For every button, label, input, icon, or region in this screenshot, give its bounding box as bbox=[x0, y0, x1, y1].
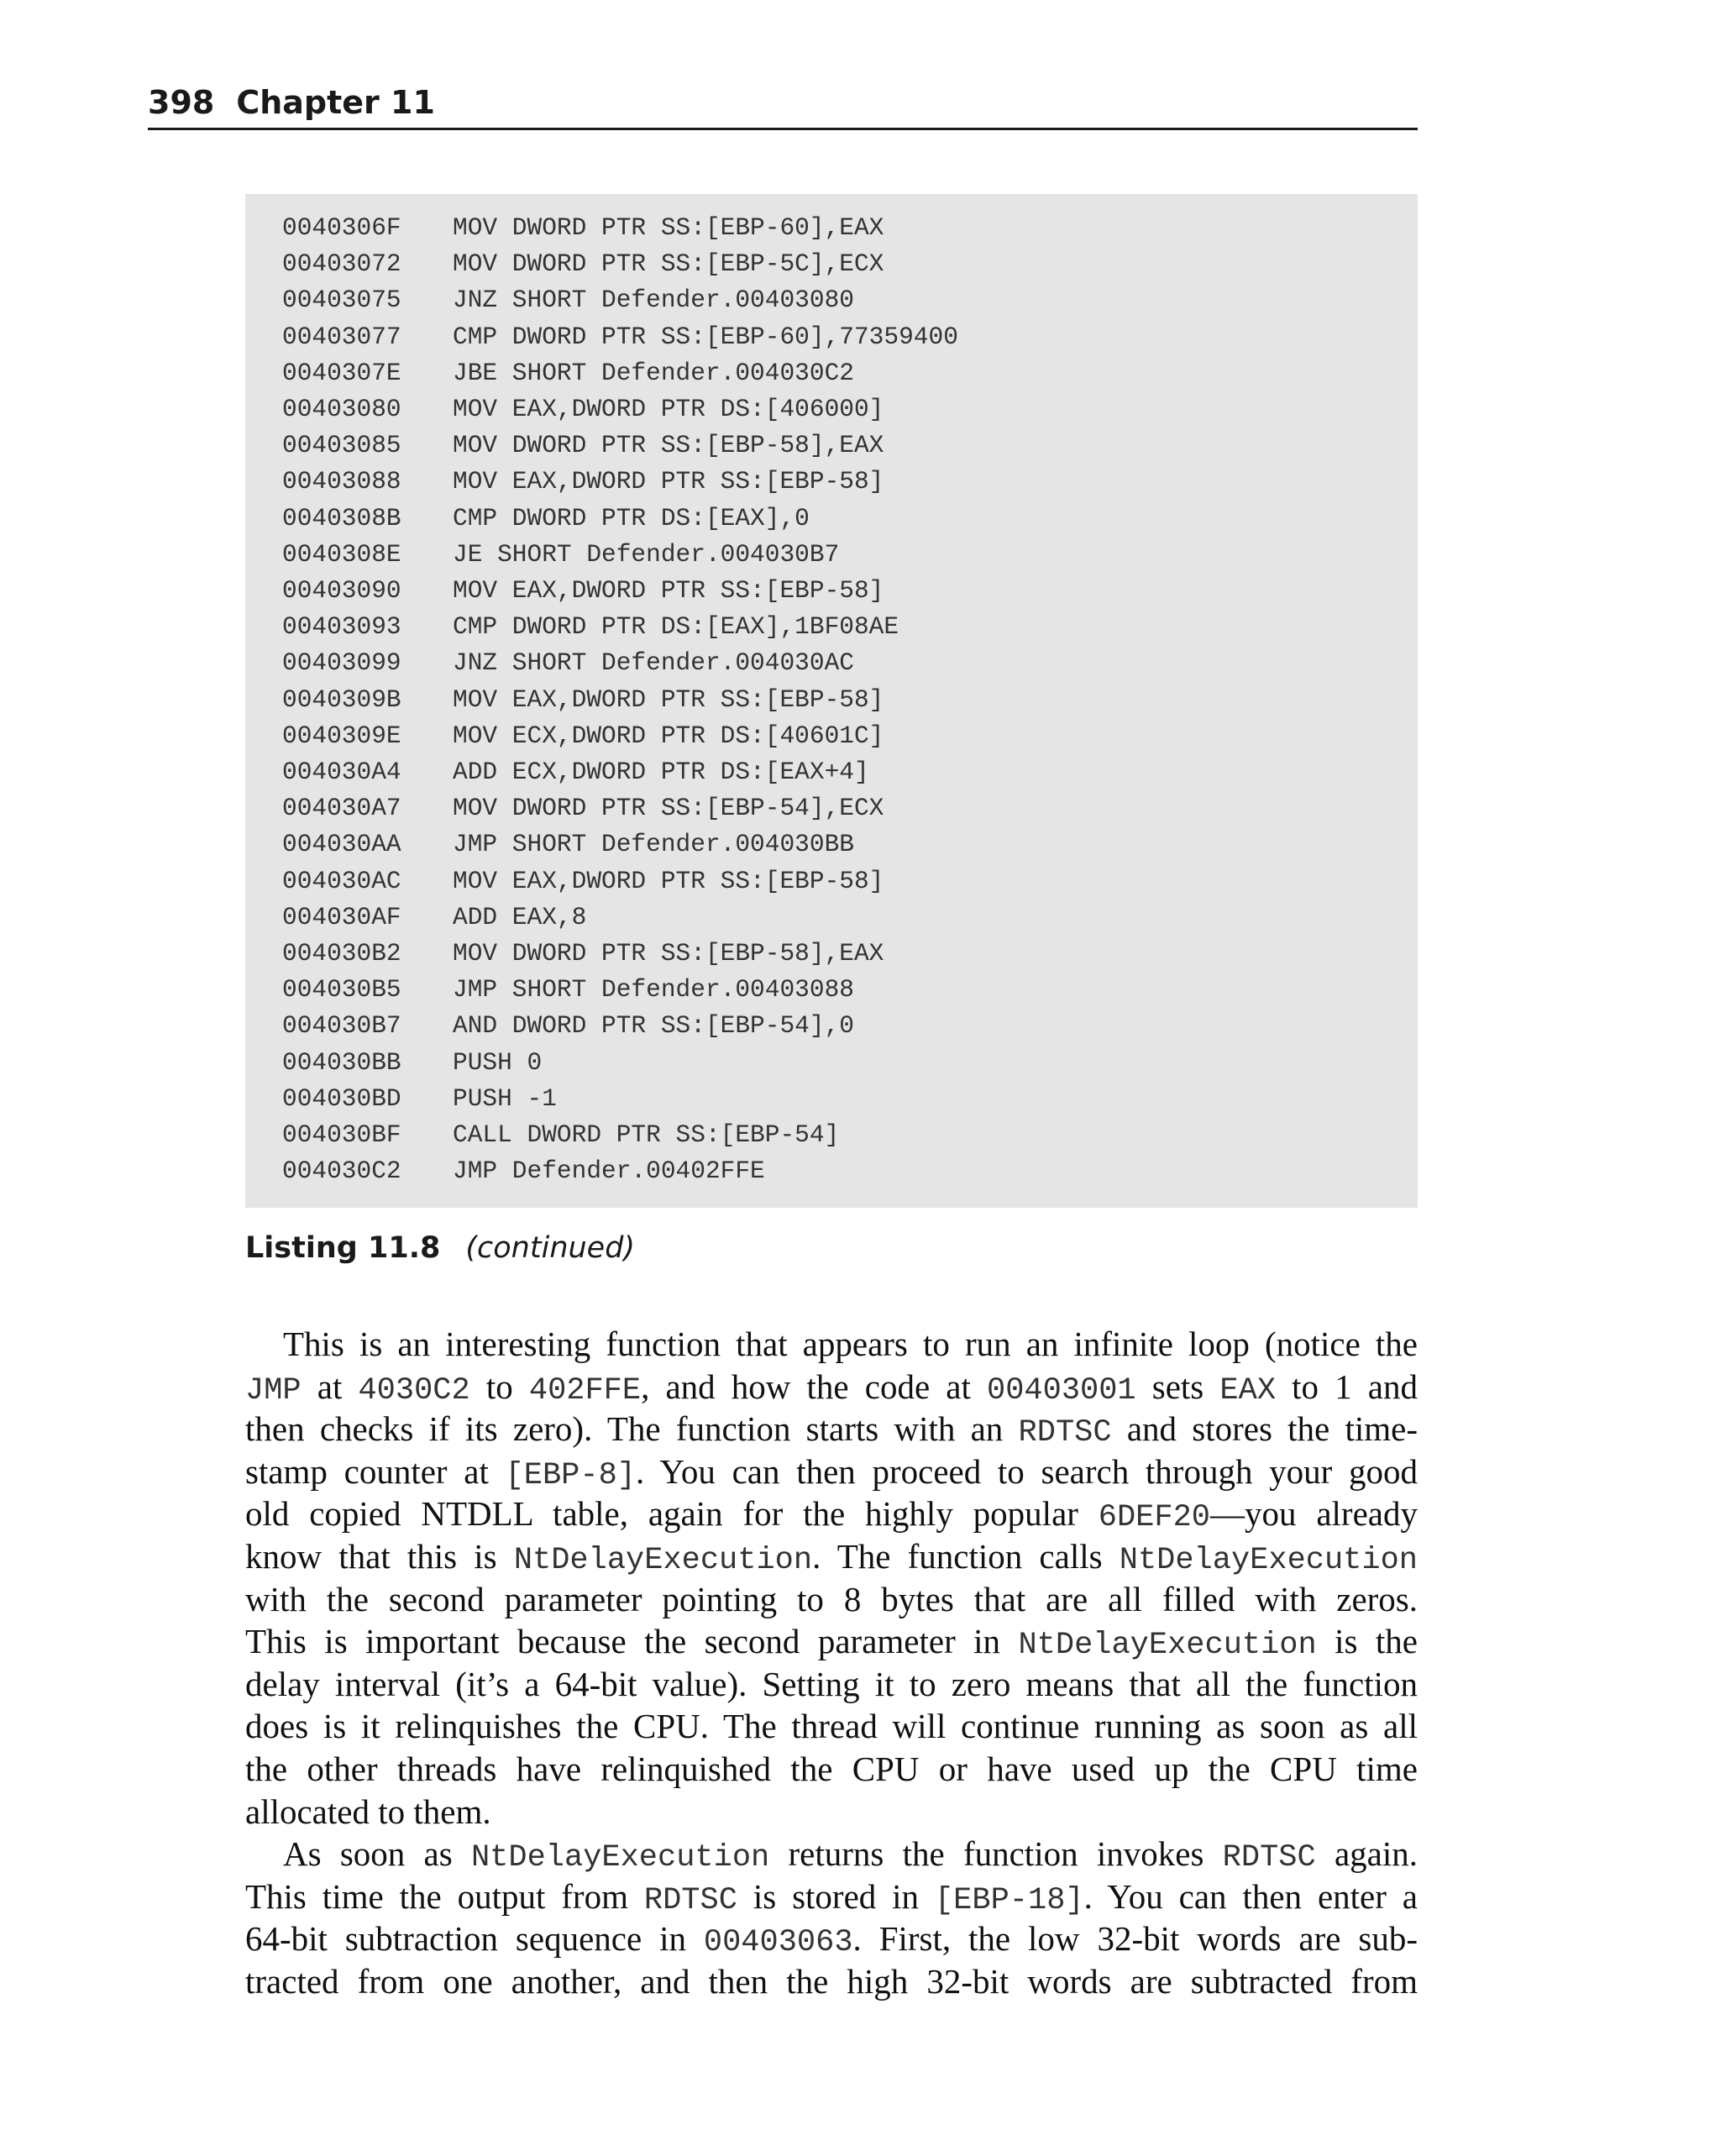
code-instruction: CALL DWORD PTR SS:[EBP-54] bbox=[453, 1120, 840, 1149]
text-run: allocated to them. bbox=[245, 1791, 491, 1831]
text-run: . You can then enter a bbox=[1083, 1876, 1418, 1916]
code-instruction: CMP DWORD PTR SS:[EBP-60],77359400 bbox=[453, 322, 958, 351]
body-text-line bbox=[245, 1535, 1418, 1578]
inline-code: NtDelayExecution bbox=[1018, 1628, 1317, 1663]
code-instruction: MOV ECX,DWORD PTR DS:[40601C] bbox=[453, 721, 884, 750]
inline-code: [EBP-8] bbox=[505, 1457, 636, 1493]
text-run: does is it relinquishes the CPU. The thread will continue running as soon as all bbox=[245, 1707, 1418, 1746]
code-address: 004030AA bbox=[282, 830, 401, 859]
inline-code: 4030C2 bbox=[358, 1372, 470, 1408]
text-run: then checks if its zero). The function starts with an bbox=[245, 1409, 1019, 1449]
code-instruction: PUSH -1 bbox=[453, 1083, 557, 1113]
code-address: 0040308B bbox=[282, 503, 401, 532]
code-address: 004030AF bbox=[282, 902, 401, 931]
text-run: with the second parameter pointing to 8 bytes that are all filled with zeros. bbox=[245, 1579, 1418, 1618]
text-run: , and how the code at bbox=[641, 1367, 987, 1406]
code-instruction: MOV DWORD PTR SS:[EBP-5C],ECX bbox=[453, 249, 884, 279]
body-text-line bbox=[245, 1578, 1418, 1621]
text-run: tracted from one another, and then the high 32-bit words are subtracted from bbox=[245, 1961, 1418, 2001]
body-text-line bbox=[245, 1748, 1418, 1791]
inline-code: NtDelayExecution bbox=[470, 1840, 770, 1875]
text-run: stamp counter at bbox=[245, 1451, 506, 1491]
code-instruction: MOV DWORD PTR SS:[EBP-54],ECX bbox=[453, 794, 884, 823]
text-run: As soon as bbox=[283, 1834, 471, 1874]
code-instruction: MOV EAX,DWORD PTR SS:[EBP-58] bbox=[453, 467, 884, 496]
text-run: the other threads have relinquished the CPU or have used up the CPU time bbox=[245, 1749, 1418, 1788]
body-text-line bbox=[245, 1408, 1418, 1450]
code-address: 004030AC bbox=[282, 866, 401, 895]
code-address: 00403090 bbox=[282, 576, 401, 605]
code-instruction: JNZ SHORT Defender.004030AC bbox=[453, 648, 854, 678]
code-instruction: CMP DWORD PTR DS:[EAX],1BF08AE bbox=[453, 612, 899, 642]
body-text-line bbox=[245, 1705, 1418, 1748]
code-address: 00403088 bbox=[282, 467, 401, 496]
page-number: 398 bbox=[148, 84, 215, 121]
text-run: delay interval (it’s a 64-bit value). Setting it to zero means that all the function bbox=[245, 1664, 1418, 1703]
text-run: —you already bbox=[1210, 1494, 1418, 1534]
inline-code: [EBP-18] bbox=[934, 1882, 1084, 1918]
caption-note: (continued) bbox=[465, 1231, 636, 1265]
code-instruction: MOV DWORD PTR SS:[EBP-58],EAX bbox=[453, 939, 884, 968]
inline-code: 00403063 bbox=[703, 1925, 853, 1960]
inline-code: 402FFE bbox=[528, 1372, 642, 1408]
text-run: and stores the time- bbox=[1111, 1409, 1418, 1449]
code-address: 00403080 bbox=[282, 395, 401, 423]
code-instruction: AND DWORD PTR SS:[EBP-54],0 bbox=[453, 1011, 854, 1041]
body-text-line bbox=[245, 1917, 1418, 1960]
body-text-line bbox=[245, 1366, 1418, 1408]
code-address: 004030A7 bbox=[282, 794, 401, 823]
inline-code: RDTSC bbox=[1018, 1415, 1112, 1450]
text-run: old copied NTDLL table, again for the highly popular bbox=[245, 1494, 1099, 1534]
inline-code: JMP bbox=[245, 1372, 302, 1408]
inline-code: EAX bbox=[1219, 1372, 1277, 1408]
code-instruction: MOV DWORD PTR SS:[EBP-58],EAX bbox=[453, 431, 884, 460]
body-text-line bbox=[245, 1323, 1418, 1366]
code-instruction: MOV EAX,DWORD PTR DS:[406000] bbox=[453, 395, 884, 423]
code-address: 0040306F bbox=[282, 213, 401, 242]
code-address: 004030C2 bbox=[282, 1157, 401, 1186]
body-text-line bbox=[245, 1833, 1418, 1875]
text-run: . You can then proceed to search through your good bbox=[635, 1451, 1418, 1491]
text-run: returns the function invokes bbox=[769, 1834, 1223, 1874]
code-instruction: MOV EAX,DWORD PTR SS:[EBP-58] bbox=[453, 685, 884, 714]
code-instruction: JMP SHORT Defender.00403088 bbox=[453, 975, 854, 1005]
code-instruction: JBE SHORT Defender.004030C2 bbox=[453, 358, 854, 387]
code-address: 00403075 bbox=[282, 286, 401, 315]
text-run: at bbox=[301, 1367, 359, 1406]
text-run: . The function calls bbox=[812, 1536, 1120, 1576]
code-instruction: PUSH 0 bbox=[453, 1047, 543, 1077]
code-address: 004030BB bbox=[282, 1047, 401, 1077]
code-address: 00403093 bbox=[282, 612, 401, 642]
inline-code: NtDelayExecution bbox=[513, 1542, 813, 1578]
page-header bbox=[148, 81, 1418, 130]
text-run: is the bbox=[1316, 1622, 1418, 1661]
code-address: 004030B5 bbox=[282, 975, 401, 1005]
body-text-line bbox=[245, 1492, 1418, 1535]
code-instruction: MOV DWORD PTR SS:[EBP-60],EAX bbox=[453, 213, 884, 242]
code-instruction: JNZ SHORT Defender.00403080 bbox=[453, 286, 854, 315]
body-text-line bbox=[245, 1791, 1418, 1833]
text-run: is stored in bbox=[737, 1876, 935, 1916]
code-address: 004030B2 bbox=[282, 939, 401, 968]
text-run: 64-bit subtraction sequence in bbox=[245, 1919, 704, 1959]
code-instruction: JMP Defender.00402FFE bbox=[453, 1157, 765, 1186]
chapter-title: Chapter 11 bbox=[236, 84, 435, 121]
inline-code: RDTSC bbox=[1222, 1840, 1316, 1875]
code-instruction: JMP SHORT Defender.004030BB bbox=[453, 830, 854, 859]
code-address: 00403085 bbox=[282, 431, 401, 460]
caption-label: Listing 11.8 bbox=[245, 1231, 441, 1265]
body-text-line bbox=[245, 1875, 1418, 1918]
body-text-line bbox=[245, 1450, 1418, 1493]
code-address: 0040307E bbox=[282, 358, 401, 387]
code-instruction: CMP DWORD PTR DS:[EAX],0 bbox=[453, 503, 810, 532]
text-run: This is an interesting function that appears to run an infinite loop (notice the bbox=[283, 1325, 1418, 1363]
code-address: 004030B7 bbox=[282, 1011, 401, 1041]
body-text-line bbox=[245, 1663, 1418, 1706]
inline-code: NtDelayExecution bbox=[1119, 1542, 1418, 1578]
text-run: know that this is bbox=[245, 1536, 514, 1576]
text-run: to 1 and bbox=[1276, 1367, 1418, 1406]
code-instruction: JE SHORT Defender.004030B7 bbox=[453, 539, 840, 569]
inline-code: 6DEF20 bbox=[1098, 1500, 1210, 1535]
inline-code: 00403001 bbox=[987, 1372, 1136, 1408]
code-address: 00403099 bbox=[282, 648, 401, 678]
text-run: to bbox=[469, 1367, 529, 1406]
code-instruction: ADD EAX,8 bbox=[453, 902, 587, 931]
code-address: 00403072 bbox=[282, 249, 401, 279]
code-address: 00403077 bbox=[282, 322, 401, 351]
code-instruction: MOV EAX,DWORD PTR SS:[EBP-58] bbox=[453, 576, 884, 605]
text-run: . First, the low 32-bit words are sub- bbox=[852, 1919, 1418, 1959]
code-address: 0040309B bbox=[282, 685, 401, 714]
code-address: 0040308E bbox=[282, 539, 401, 569]
code-listing bbox=[245, 194, 1418, 1208]
listing-caption bbox=[245, 1226, 635, 1270]
code-address: 004030A4 bbox=[282, 758, 401, 786]
text-run: again. bbox=[1315, 1834, 1418, 1874]
code-address: 004030BD bbox=[282, 1083, 401, 1113]
inline-code: RDTSC bbox=[643, 1882, 737, 1918]
code-address: 004030BF bbox=[282, 1120, 401, 1149]
text-run: This time the output from bbox=[245, 1876, 644, 1916]
body-paragraphs bbox=[245, 1323, 1418, 2003]
code-instruction: MOV EAX,DWORD PTR SS:[EBP-58] bbox=[453, 866, 884, 895]
body-text-line bbox=[245, 1960, 1418, 2003]
code-address: 0040309E bbox=[282, 721, 401, 750]
text-run: This is important because the second parameter in bbox=[245, 1622, 1019, 1661]
code-instruction: ADD ECX,DWORD PTR DS:[EAX+4] bbox=[453, 758, 869, 786]
text-run: sets bbox=[1135, 1367, 1220, 1406]
body-text-line bbox=[245, 1620, 1418, 1663]
